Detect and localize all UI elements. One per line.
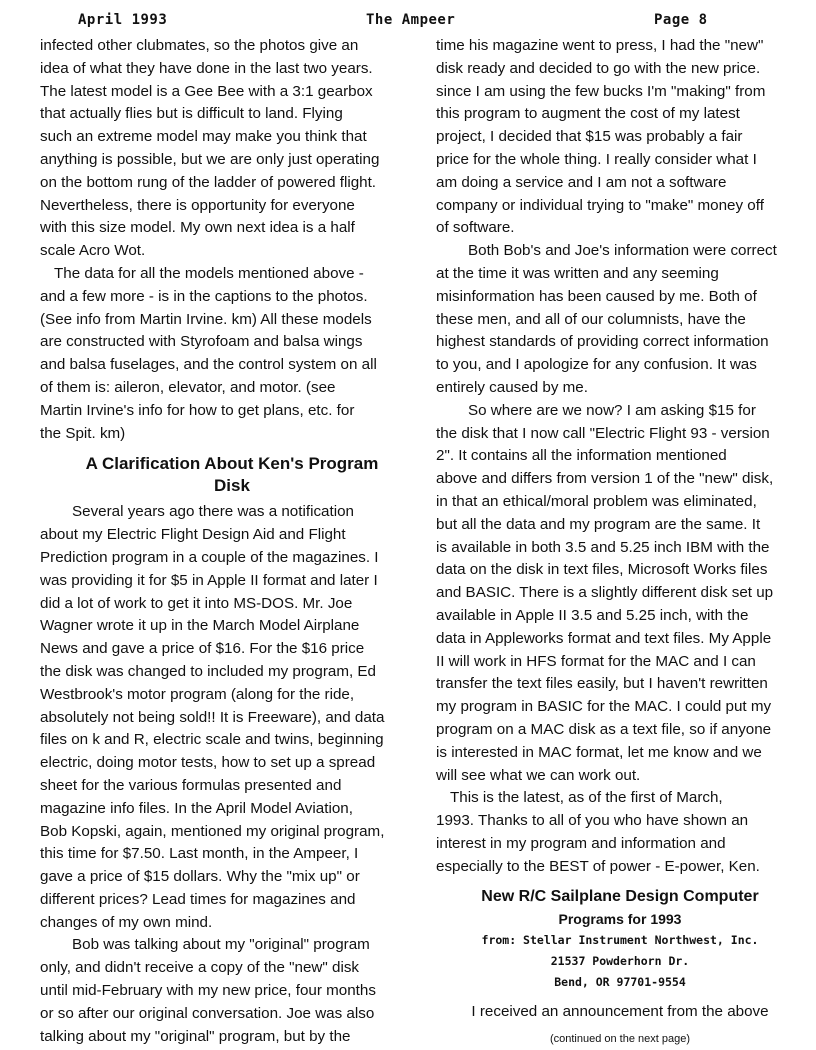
left-column (40, 35, 424, 1048)
text-line: is interested in MAC format, let me know and we (436, 743, 762, 761)
text-line: different prices? Lead times for magazines and (40, 890, 356, 908)
publication-name: The Ampeer (366, 12, 456, 28)
text-line: magazine info files. In the April Model Aviation, (40, 799, 353, 817)
text-line: and BASIC. There is a slightly different disk set up (436, 584, 774, 602)
text-line: files on k and R, electric scale and twins, beginning (40, 731, 384, 749)
text-line: gave a price of $15 dollars. Why the "mix up" or (40, 868, 360, 886)
text-line: project, I decided that $15 was probably a fair (436, 128, 743, 146)
text-line: changes of my own mind. (40, 913, 213, 931)
text-line: 2". It contains all the information mentioned (436, 447, 727, 465)
article-title (40, 453, 424, 497)
text-line: to you, and I apologize for any confusion. It was (436, 356, 757, 374)
text-line: the disk was changed to included my program, Ed (40, 662, 376, 680)
text-line: idea of what they have done in the last two years. (40, 59, 373, 77)
text-line: price for the whole thing. I really consider what I (436, 150, 757, 168)
text-line: sheet for the various formulas presented and (40, 776, 342, 794)
text-line: data in Appleworks format and text files. My Apple (436, 629, 772, 647)
text-line: since I am using the few bucks I'm "making" from (436, 82, 766, 100)
clarification-paragraph (40, 501, 424, 934)
model-data-paragraph (40, 263, 424, 445)
text-line: company or individual trying to "make" money off (436, 196, 764, 214)
text-line: did a lot of work to get it into MS-DOS. Mr. Joe (40, 594, 353, 612)
text-line: transfer the text files easily, but I haven't rewritten (436, 675, 768, 693)
text-line: program on a MAC disk as a text file, so if anyone (436, 720, 772, 738)
text-line: Both Bob's and Joe's information were correct (468, 242, 777, 260)
text-line: Martin Irvine's info for how to get plans, etc. for (40, 401, 355, 419)
text-line: of software. (436, 219, 515, 237)
text-line: especially to the BEST of power - E-power, Ken. (436, 857, 760, 875)
text-line: anything is possible, but we are only just operating (40, 150, 380, 168)
text-line: scale Acro Wot. (40, 242, 146, 260)
text-line: entirely caused by me. (436, 378, 588, 396)
text-line: this time for $7.50. Last month, in the Ampeer, I (40, 845, 359, 863)
text-line: Several years ago there was a notification (72, 503, 354, 521)
text-line: disk ready and decided to go with the new price. (436, 59, 761, 77)
text-line: misinformation has been caused by me. Both of (436, 287, 757, 305)
text-line: the Spit. km) (40, 424, 126, 442)
text-line: The data for all the models mentioned above - (54, 264, 364, 282)
text-line: in that an ethical/moral problem was eliminated, (436, 492, 757, 510)
text-line: will see what we can work out. (436, 766, 641, 784)
intro-paragraph (40, 35, 424, 263)
text-line: these men, and all of our columnists, have the (436, 310, 746, 328)
text-line: of them is: aileron, elevator, and motor. (see (40, 378, 336, 396)
current-offer-paragraph (436, 400, 804, 788)
text-line: electric, doing motor tests, how to set up a spread (40, 754, 376, 772)
text-line: only, and didn't receive a copy of the "new" disk (40, 959, 360, 977)
text-line: and balsa fuselages, and the control system on all (40, 356, 377, 374)
text-line: Prediction program in a couple of the magazines. I (40, 548, 379, 566)
text-line: This is the latest, as of the first of March, (450, 789, 723, 807)
text-line: at the time it was written and any seeming (436, 264, 719, 282)
text-line: So where are we now? I am asking $15 for (468, 401, 756, 419)
original-program-paragraph (40, 934, 424, 1048)
text-line: talking about my "original" program, but by the (40, 1027, 351, 1045)
right-column (436, 35, 804, 1050)
text-line: 1993. Thanks to all of you who have shown an (436, 812, 749, 830)
page-header (78, 12, 714, 30)
text-line: highest standards of providing correct information (436, 333, 769, 351)
text-line: Nevertheless, there is opportunity for everyone (40, 196, 355, 214)
text-line: this program to augment the cost of my latest (436, 105, 740, 123)
text-line: The latest model is a Gee Bee with a 3:1 gearbox (40, 82, 373, 100)
text-line: II will work in HFS format for the MAC and I can (436, 652, 756, 670)
text-line: interest in my program and information and (436, 834, 726, 852)
text-line: on the bottom rung of the ladder of powered flight. (40, 173, 377, 191)
text-line: with this size model. My own next idea is a half (40, 219, 355, 237)
text-line: Bob Kopski, again, mentioned my original program, (40, 822, 385, 840)
announcement-text: I received an announcement from the above (471, 1003, 769, 1021)
text-line: the disk that I now call "Electric Flight 93 - version (436, 424, 770, 442)
text-line: time his magazine went to press, I had the "new" (436, 37, 764, 54)
text-line: Bob was talking about my "original" program (72, 936, 370, 954)
sidebar-title: New R/C Sailplane Design Computer (481, 888, 759, 906)
text-line: until mid-February with my new price, four months (40, 982, 376, 1000)
continued-note: (continued on the next page) (549, 1033, 691, 1046)
page-number: Page 8 (654, 12, 708, 28)
text-line: my program in BASIC for the MAC. I could put my (436, 698, 772, 716)
magazine-timing-paragraph (436, 35, 804, 240)
text-line: but all the data and my program are the same. It (436, 515, 761, 533)
sidebar-subtitle: Programs for 1993 (558, 911, 682, 928)
text-line: Westbrook's motor program (along for the ride, (40, 685, 355, 703)
apology-paragraph (436, 240, 804, 400)
article-title-line: A Clarification About Ken's Program (85, 454, 379, 474)
article-title-line: Disk (214, 476, 250, 496)
text-line: (See info from Martin Irvine. km) All these models (40, 310, 372, 328)
text-line: or so after our original conversation. Joe was also (40, 1004, 375, 1022)
vendor-street: 21537 Powderhorn Dr. (550, 954, 690, 969)
text-line: data on the disk in text files, Microsoft Works files (436, 561, 768, 579)
sailplane-sidebar (436, 886, 804, 1050)
text-line: available in Apple II 3.5 and 5.25 inch, with the (436, 606, 749, 624)
text-line: that actually flies but is difficult to land. Flying (40, 105, 343, 123)
closing-paragraph (436, 787, 804, 878)
text-line: infected other clubmates, so the photos give an (40, 37, 359, 54)
text-line: News and gave a price of $16. For the $16 price (40, 640, 365, 658)
text-line: such an extreme model may make you think that (40, 128, 367, 146)
vendor-name: from: Stellar Instrument Northwest, Inc. (481, 933, 759, 948)
text-line: and a few more - is in the captions to the photos. (40, 287, 368, 305)
text-line: above and differs from version 1 of the "new" disk, (436, 470, 774, 488)
text-line: was providing it for $5 in Apple II format and later I (40, 571, 378, 589)
text-line: about my Electric Flight Design Aid and Flight (40, 526, 346, 544)
text-line: Wagner wrote it up in the March Model Airplane (40, 617, 360, 635)
text-line: am doing a service and I am not a software (436, 173, 727, 191)
text-line: absolutely not being sold!! It is Freeware), and data (40, 708, 385, 726)
text-line: is available in both 3.5 and 5.25 inch IBM with the (436, 538, 770, 556)
issue-date: April 1993 (78, 12, 168, 28)
vendor-city: Bend, OR 97701-9554 (554, 975, 686, 990)
text-line: are constructed with Styrofoam and balsa wings (40, 333, 363, 351)
